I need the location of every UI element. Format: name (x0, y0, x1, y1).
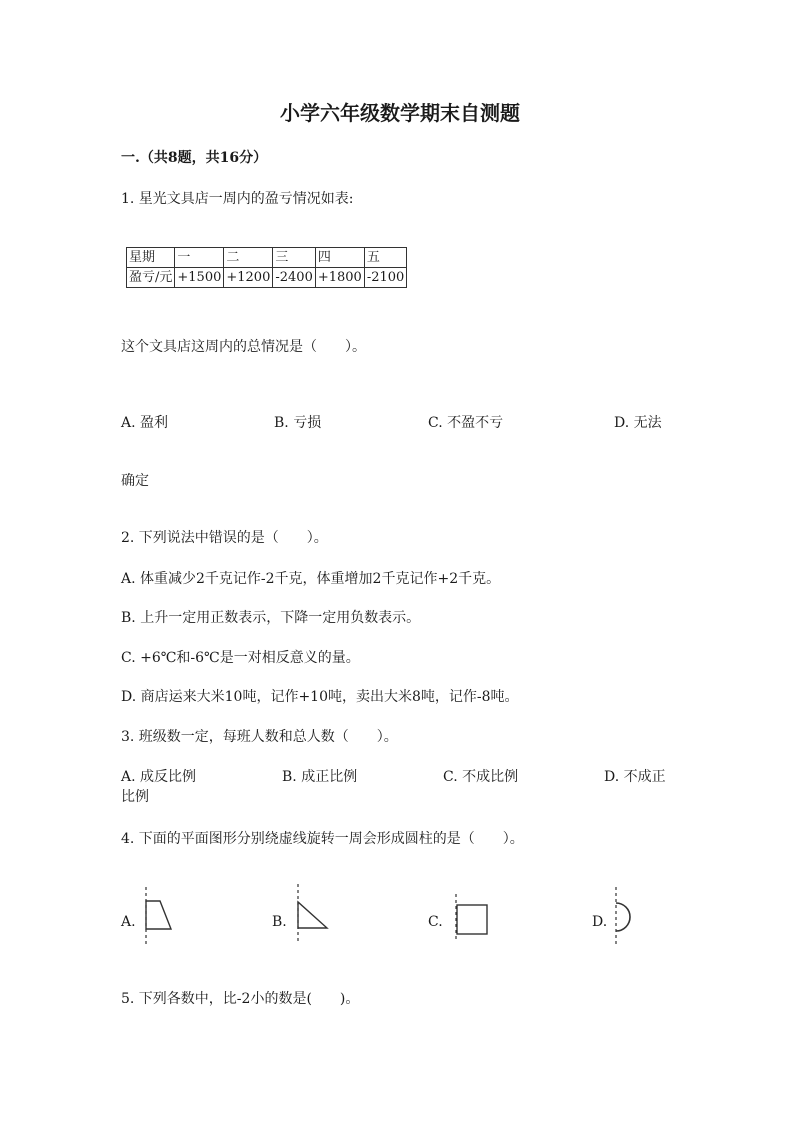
q3-option-a[interactable]: A. 成反比例 (121, 769, 197, 785)
section-heading: 一.（共8题，共16分） (121, 150, 268, 166)
q4-stem: 4. 下面的平面图形分别绕虚线旋转一周会形成圆柱的是（ ）。 (121, 831, 524, 847)
q4-label-b[interactable]: B. (272, 914, 287, 930)
q2-option-a[interactable]: A. 体重减少2千克记作-2千克，体重增加2千克记作+2千克。 (121, 571, 501, 587)
q5-stem: 5. 下列各数中，比-2小的数是( )。 (121, 991, 360, 1007)
q1-option-d-wrap: 确定 (121, 473, 149, 489)
q3-option-d[interactable]: D. 不成正 (604, 769, 666, 785)
semicircle-shape (616, 903, 630, 931)
q1-option-c[interactable]: C. 不盈不亏 (428, 415, 504, 431)
q4-label-d[interactable]: D. (592, 914, 608, 930)
triangle-figure[interactable] (290, 882, 334, 946)
table-cell: 二 (224, 248, 273, 268)
table-cell: -2400 (273, 268, 315, 288)
q3-option-c[interactable]: C. 不成比例 (443, 769, 519, 785)
rectangle-figure[interactable] (448, 892, 492, 944)
table-cell: 星期 (127, 248, 175, 268)
table-cell: -2100 (364, 268, 406, 288)
trapezoid-figure[interactable] (138, 885, 178, 947)
q4-label-a[interactable]: A. (121, 914, 136, 930)
table-cell: 五 (364, 248, 406, 268)
q1-option-d[interactable]: D. 无法 (614, 415, 662, 431)
table-cell: 盈亏/元 (127, 268, 175, 288)
q1-option-a[interactable]: A. 盈利 (121, 415, 169, 431)
table-cell: +1800 (315, 268, 364, 288)
q3-option-d-wrap: 比例 (121, 789, 149, 805)
semicircle-figure[interactable] (606, 885, 642, 947)
q1-question: 这个文具店这周内的总情况是（ ）。 (121, 339, 366, 355)
profit-loss-table (126, 247, 407, 288)
q3-stem: 3. 班级数一定，每班人数和总人数（ ）。 (121, 729, 398, 745)
table-cell: 四 (315, 248, 364, 268)
q3-option-b[interactable]: B. 成正比例 (282, 769, 358, 785)
q2-option-c[interactable]: C. +6℃和-6℃是一对相反意义的量。 (121, 650, 360, 666)
trapezoid-shape (146, 901, 171, 929)
q2-option-d[interactable]: D. 商店运来大米10吨，记作+10吨，卖出大米8吨，记作-8吨。 (121, 689, 519, 705)
table-cell: +1200 (224, 268, 273, 288)
page-title: 小学六年级数学期末自测题 (280, 101, 520, 125)
table-row (127, 268, 407, 288)
table-cell: 一 (175, 248, 224, 268)
q4-label-c[interactable]: C. (428, 914, 443, 930)
q1-stem: 1. 星光文具店一周内的盈亏情况如表: (121, 191, 354, 207)
table-cell: 三 (273, 248, 315, 268)
q1-option-b[interactable]: B. 亏损 (274, 415, 322, 431)
table-row (127, 248, 407, 268)
q2-stem: 2. 下列说法中错误的是（ ）。 (121, 530, 328, 546)
triangle-shape (298, 902, 327, 928)
table-cell: +1500 (175, 268, 224, 288)
rectangle-shape (457, 905, 487, 934)
q2-option-b[interactable]: B. 上升一定用正数表示，下降一定用负数表示。 (121, 610, 421, 626)
